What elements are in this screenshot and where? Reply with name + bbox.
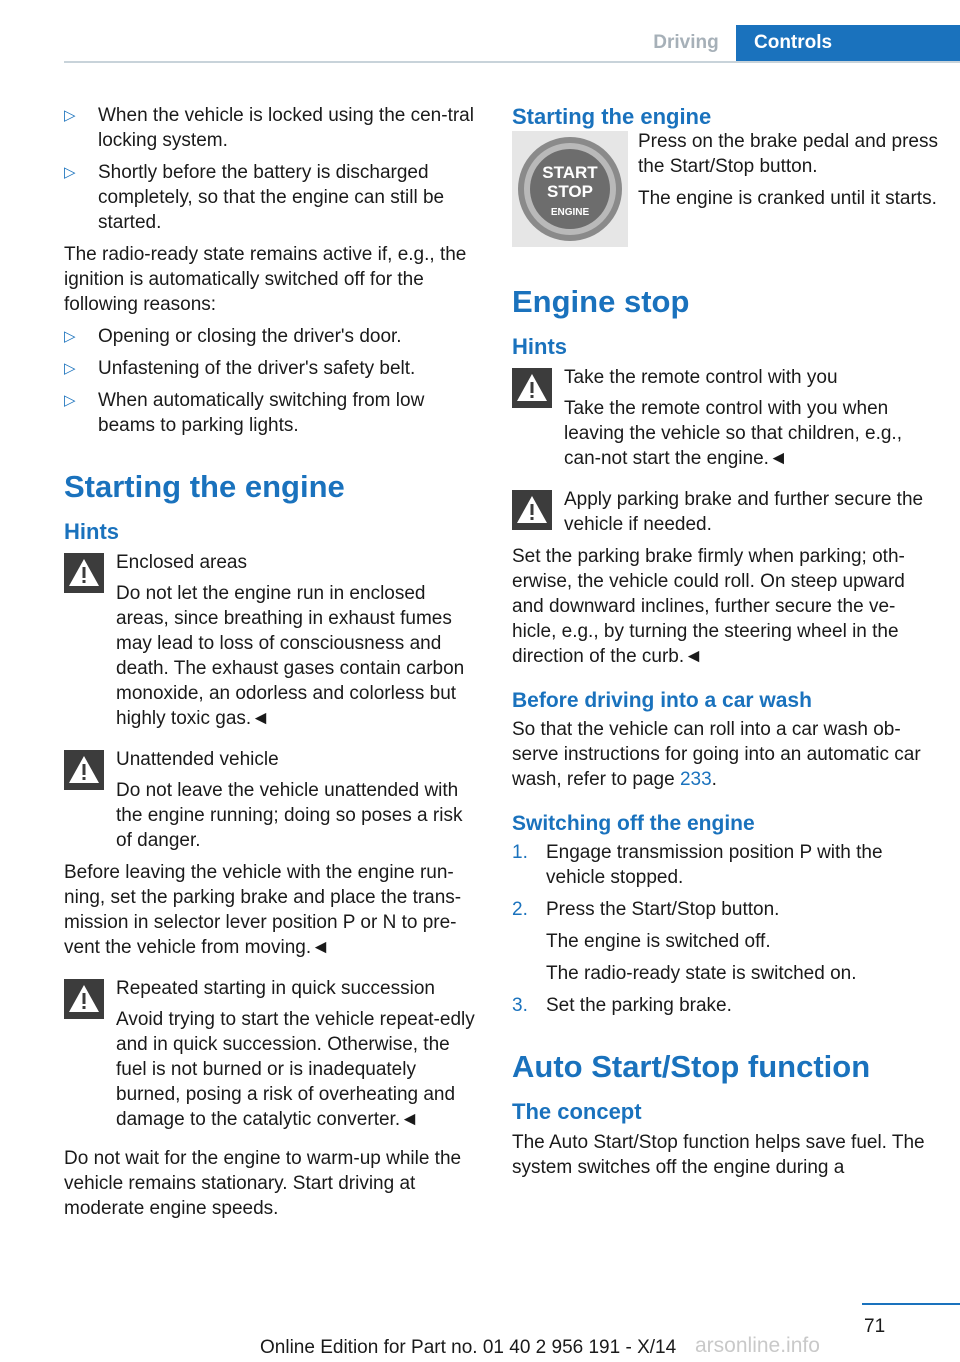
concept-heading: The concept <box>512 1099 642 1124</box>
warning-icon <box>64 553 104 593</box>
triangle-bullet-icon: ▷ <box>64 328 76 345</box>
section-title-auto-start-stop: Auto Start/Stop function <box>512 1049 871 1084</box>
triangle-bullet-icon: ▷ <box>64 164 76 181</box>
list-item: 1. Engage transmission position P with the vehicle stopped. <box>512 842 883 888</box>
paragraph: The engine is cranked until it starts. <box>638 188 937 209</box>
triangle-bullet-icon: ▷ <box>64 360 76 377</box>
starting-engine-block <box>512 103 938 253</box>
footer-rule <box>862 1303 960 1305</box>
right-column <box>512 103 938 1187</box>
warning-icon <box>512 490 552 530</box>
warning-body: Take the remote control with you when leaving the vehicle so that children, e.g., can-not start the engine.◄ <box>564 398 902 469</box>
warning-icon <box>64 979 104 1019</box>
header-rule <box>64 61 960 63</box>
triangle-bullet-icon: ▷ <box>64 392 76 409</box>
paragraph: So that the vehicle can roll into a car wash ob-serve instructions for going into an automatic car wash, refer to page 233. <box>512 719 921 790</box>
section-title-engine-stop: Engine stop <box>512 284 690 319</box>
header-chapter: Controls <box>736 25 960 61</box>
page-number: 71 <box>864 1316 886 1337</box>
footer-edition: Online Edition for Part no. 01 40 2 956 191 - X/14 <box>260 1337 677 1358</box>
left-column <box>64 103 482 1228</box>
warning-parking-brake <box>512 487 930 537</box>
list-item: ▷ When the vehicle is locked using the cen-tral locking system. <box>64 105 474 151</box>
section-title-starting-engine: Starting the engine <box>64 469 345 504</box>
watermark: arsonline.info <box>695 1334 820 1357</box>
warning-repeated-starting <box>64 976 482 1132</box>
triangle-bullet-icon: ▷ <box>64 107 76 124</box>
paragraph: The Auto Start/Stop function helps save fuel. The system switches off the engine during a <box>512 1132 925 1178</box>
list-item: 2. Press the Start/Stop button. <box>512 899 780 920</box>
warning-title: Unattended vehicle <box>116 749 279 770</box>
paragraph: Press on the brake pedal and press the Start/Stop button. <box>638 131 938 177</box>
warning-icon <box>64 750 104 790</box>
start-stop-button-icon <box>512 131 628 247</box>
warning-enclosed-areas <box>64 550 482 731</box>
paragraph: Before leaving the vehicle with the engine run-ning, set the parking brake and place the trans-mission in selector lever position P or N to pre-vent the vehicle from moving.◄ <box>64 862 462 958</box>
button-label-start: START <box>542 163 598 182</box>
step-note: The engine is switched off. <box>546 931 771 952</box>
list-item: ▷ Unfastening of the driver's safety belt. <box>64 358 416 379</box>
hints-heading: Hints <box>512 334 567 359</box>
paragraph: Do not wait for the engine to warm-up while the vehicle remains stationary. Start driving at moderate engine speeds. <box>64 1148 462 1219</box>
starting-engine-heading: Starting the engine <box>512 104 712 129</box>
warning-body: Avoid trying to start the vehicle repeat-edly and in quick succession. Otherwise, the fuel is not burned or is inadequately burned, posing a risk of overheating and damage to the catalytic converter.◄ <box>116 1009 475 1130</box>
list-item: ▷ When automatically switching from low beams to parking lights. <box>64 390 425 436</box>
button-label-stop: STOP <box>547 182 593 201</box>
warning-title: Apply parking brake and further secure the vehicle if needed. <box>564 489 924 535</box>
paragraph: Set the parking brake firmly when parking; oth-erwise, the vehicle could roll. On steep upward and downward inclines, further secure the ve-hicle, e.g., by turning the steering wheel in the direction of the curb.◄ <box>512 546 905 667</box>
list-item: ▷ Opening or closing the driver's door. <box>64 326 402 347</box>
warning-title: Take the remote control with you <box>564 367 838 388</box>
warning-title: Enclosed areas <box>116 552 247 573</box>
warning-unattended-vehicle <box>64 747 482 853</box>
warning-remote-control <box>512 365 930 471</box>
car-wash-heading: Before driving into a car wash <box>512 689 812 712</box>
hints-heading: Hints <box>64 519 119 544</box>
header-section: Driving <box>653 32 719 53</box>
warning-icon <box>512 368 552 408</box>
list-item: ▷ Shortly before the battery is discharged completely, so that the engine can still be started. <box>64 162 445 233</box>
button-label-engine: ENGINE <box>550 207 590 218</box>
switching-off-heading: Switching off the engine <box>512 812 755 835</box>
page-link[interactable]: 233 <box>679 769 712 790</box>
warning-title: Repeated starting in quick succession <box>116 978 435 999</box>
step-note: The radio-ready state is switched on. <box>546 963 857 984</box>
warning-body: Do not leave the vehicle unattended with the engine running; doing so poses a risk of danger. <box>116 780 463 851</box>
warning-body: Do not let the engine run in enclosed areas, since breathing in exhaust fumes may lead to loss of consciousness and death. The exhaust gases contain carbon monoxide, an odorless and colorless but highly toxic gas.◄ <box>116 583 465 729</box>
list-item: 3. Set the parking brake. <box>512 995 732 1016</box>
paragraph: The radio-ready state remains active if, e.g., the ignition is automatically switched off for the following reasons: <box>64 244 467 315</box>
